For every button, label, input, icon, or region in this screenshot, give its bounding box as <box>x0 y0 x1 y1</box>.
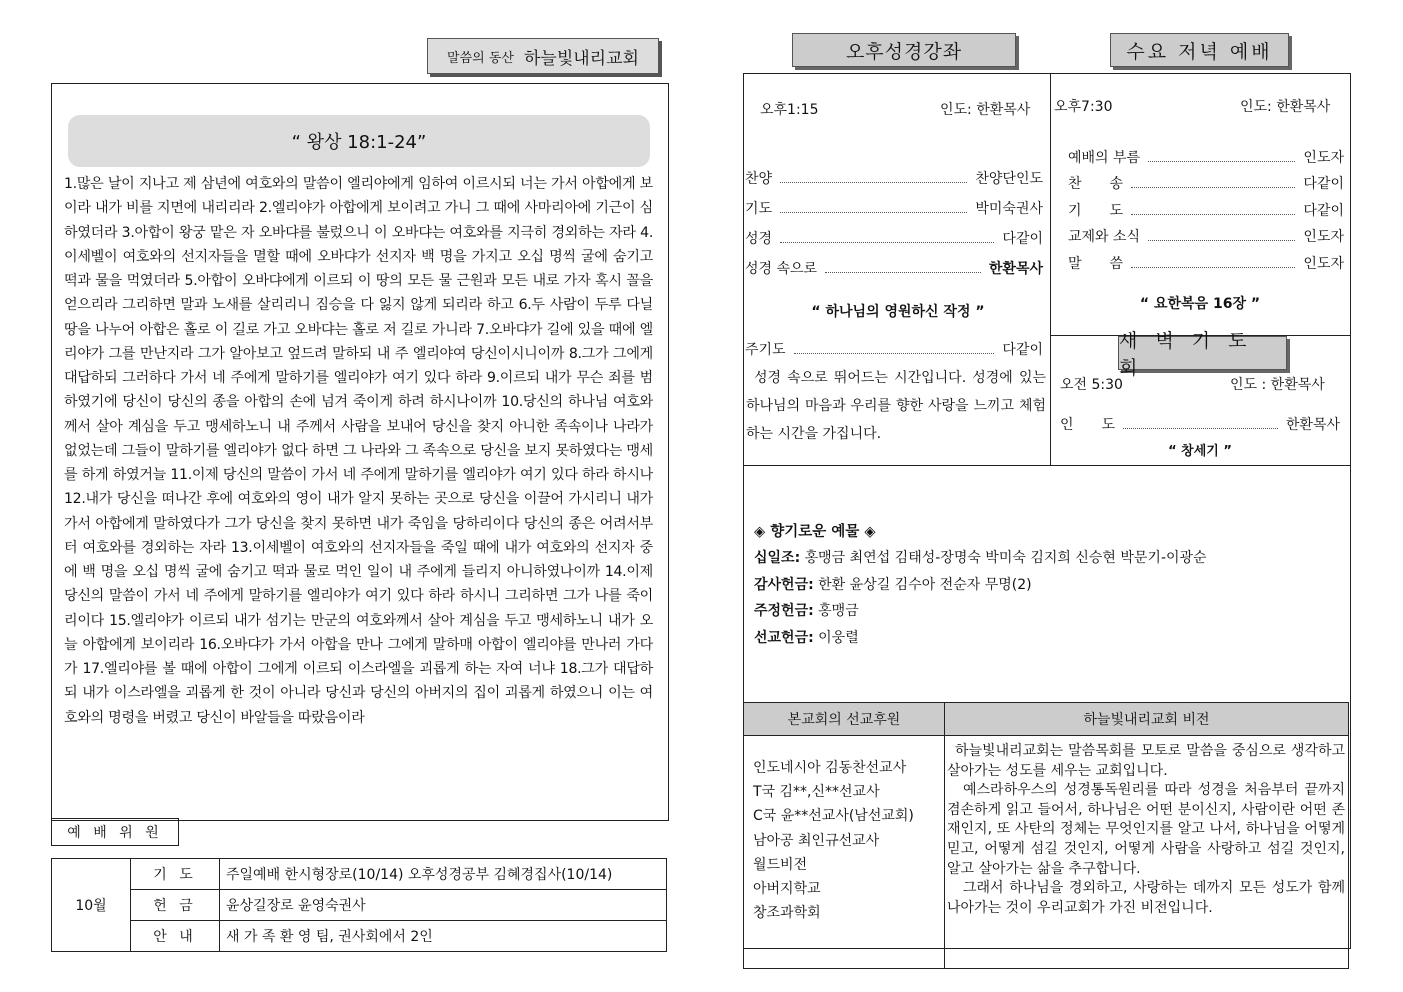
dawn-leader: 인도 : 한환목사 <box>1230 377 1325 393</box>
dawn-time: 오전 5:30 <box>1060 377 1123 393</box>
vision-paragraph: 하늘빛내리교회는 말씀목회를 모토로 말씀을 중심으로 생각하고 살아가는 성도를 세우는 교회입니다. <box>947 743 1345 779</box>
order-key: 성경 <box>745 231 773 247</box>
order-row <box>1060 412 1340 434</box>
worship-committee-title: 예 배 위 원 <box>51 818 179 846</box>
order-row <box>745 337 1043 359</box>
mission-item: 월드비전 <box>753 856 808 873</box>
column-divider <box>1050 73 1051 466</box>
order-key: 기도 <box>745 201 773 217</box>
banner-church-name: 하늘빛내리교회 <box>523 48 639 69</box>
order-key: 성경 속으로 <box>745 261 818 277</box>
offering-names: 한환 윤상길 김수아 전순자 무명(2) <box>813 576 1032 593</box>
order-row <box>745 218 1043 248</box>
duty-key: 안 내 <box>131 921 220 952</box>
section-divider <box>743 465 1350 466</box>
afternoon-subject: “ 하나님의 영원하신 작정 ” <box>811 304 985 320</box>
order-key: 교제와 소식 <box>1068 229 1141 245</box>
afternoon-leader: 인도: 한환목사 <box>940 102 1031 118</box>
dawn-subject: “ 창세기 ” <box>1168 444 1232 459</box>
vision-header: 하늘빛내리교회 비전 <box>945 703 1349 736</box>
duty-key: 헌 금 <box>131 890 220 921</box>
mission-vision-table <box>743 702 1349 969</box>
order-value: 찬양단인도 <box>975 171 1043 187</box>
order-key: 예배의 부름 <box>1068 149 1141 166</box>
missions-header: 본교회의 선교후원 <box>744 703 945 736</box>
order-value: 다같이 <box>1303 176 1344 192</box>
order-row <box>1068 220 1344 247</box>
order-value: 한환목사 <box>988 261 1043 277</box>
church-banner <box>427 38 659 74</box>
order-key: 찬양 <box>745 171 773 187</box>
afternoon-lecture-title: 오후성경강좌 <box>792 33 1016 67</box>
offering-row <box>754 598 1344 625</box>
banner-subtitle: 말씀의 동산 <box>447 50 514 66</box>
order-value: 다같이 <box>1303 202 1344 219</box>
offerings-title: ◈ 향기로운 예물 ◈ <box>754 524 876 540</box>
offering-type: 감사헌금: <box>754 576 814 593</box>
vision-paragraph: 그래서 하나님을 경외하고, 사랑하는 데까지 모든 성도가 함께 나아가는 것이 우리교회가 가진 비전입니다. <box>947 880 1345 916</box>
offering-type: 십일조: <box>754 550 801 566</box>
offering-names: 홍맹금 <box>813 603 859 619</box>
duty-value: 주일예배 한시형장로(10/14) 오후성경공부 김혜경집사(10/14) <box>220 859 667 890</box>
wednesday-service-title: 수요 저녁 예배 <box>1110 33 1289 67</box>
wednesday-leader: 인도: 한환목사 <box>1240 99 1331 115</box>
scripture-title: “ 왕상 18:1-24” <box>68 115 650 167</box>
order-value: 다같이 <box>1002 342 1043 358</box>
vision-paragraph: 예스라하우스의 성경통독원리를 따라 성경을 처음부터 끝까지 겸손하게 읽고 들어서, 하나님은 어떤 분이신지, 사람이란 어떤 존재인지, 또 사탄의 정체는 무엇인지를 알고 나서, 하나님을 어떻게 믿고, 어떻게 섬길 것인지, 어떻게 사람을 사랑하고 섬길 것인지, 알고 살아가는 삶을 추구합니다. <box>947 782 1345 877</box>
mission-item: 아버지학교 <box>753 881 821 898</box>
afternoon-note: 성경 속으로 뛰어드는 시간입니다. 성경에 있는 하나님의 마음과 우리를 향한 사랑을 느끼고 체험하는 시간을 가집니다. <box>746 370 1046 442</box>
mission-item: 인도네시아 김동찬선교사 <box>753 760 907 776</box>
order-key: 말 씀 <box>1068 255 1124 272</box>
mission-item: 창조과학회 <box>753 905 821 922</box>
order-row <box>745 248 1043 278</box>
order-row <box>1068 167 1344 194</box>
order-key: 기 도 <box>1068 202 1124 219</box>
order-row <box>745 188 1043 218</box>
duty-key: 기 도 <box>131 859 220 890</box>
offering-row <box>754 545 1344 572</box>
offering-row <box>754 572 1344 599</box>
duty-month: 10월 <box>52 859 131 952</box>
offerings-list <box>754 545 1344 651</box>
order-key: 주기도 <box>745 342 786 358</box>
mission-item: 남아공 최인규선교사 <box>753 832 880 849</box>
order-key: 찬 송 <box>1068 176 1124 192</box>
order-value: 한환목사 <box>1285 417 1340 433</box>
afternoon-order <box>745 158 1043 278</box>
duty-value: 윤상길장로 윤영숙권사 <box>220 890 667 921</box>
order-key: 인 도 <box>1060 417 1116 433</box>
worship-committee-table <box>51 858 667 952</box>
wednesday-time: 오후7:30 <box>1054 99 1113 115</box>
offering-type: 주정헌금: <box>754 603 814 619</box>
order-value: 인도자 <box>1303 149 1344 166</box>
afternoon-time: 오후1:15 <box>760 102 819 118</box>
order-value: 인도자 <box>1303 255 1344 272</box>
wednesday-order <box>1068 140 1344 273</box>
order-row <box>1068 140 1344 167</box>
order-value: 박미숙권사 <box>975 201 1043 217</box>
offering-names: 이웅렬 <box>813 629 859 646</box>
mission-item: T국 김**,신**선교사 <box>753 784 880 801</box>
duty-value: 새 가 족 환 영 팀, 권사회에서 2인 <box>220 921 667 952</box>
vision-cell <box>945 736 1349 969</box>
order-value: 인도자 <box>1303 229 1344 245</box>
order-row <box>1068 246 1344 273</box>
missions-cell <box>744 736 945 969</box>
order-value: 다같이 <box>1002 231 1043 247</box>
scripture-text: 1.많은 날이 지나고 제 삼년에 여호와의 말씀이 엘리야에게 임하여 이르시되 너는 가서 아합에게 보이라 내가 비를 지면에 내리리라 2.엘리야가 아합에게 보이려고 가니 그 때에 사마리아에 기근이 심하였더라 3.아합이 왕궁 맡은 자 오바댜를 불렀으니 이 오바댜는 여호와를 지극히 경외하는 자라 4.이세벨이 여호와의 선지자들을 멸할 때에 오바댜가 선지자 백 명을 가지고 오십 명씩 굴에 숨기고 떡과 물을 먹였더라 5.아합이 오바댜에게 이르되 이 땅의 모든 물 근원과 모든 내로 가자 혹시 꼴을 얻으리라 그리하면 말과 노새를 살리리니 짐승을 다 잃지 않게 되리라 하고 6.두 사람이 두루 다닐 땅을 나누어 아합은 홀로 이 길로 가고 오바댜는 홀로 저 길로 가니라 7.오바댜가 길에 있을 때에 엘리야가 그를 만난지라 그가 알아보고 엎드려 말하되 내 주 엘리야여 당신이시니이까 8.그가 그에게 대답하되 그러하다 가서 네 주에게 말하기를 엘리야가 여기 있다 하라 9.이르되 내가 무슨 죄를 범하였기에 당신이 당신의 종을 아합의 손에 넘겨 죽이게 하려 하시나이까 10.당신의 하나님 여호와께서 살아 계심을 두고 맹세하노니 내 주께서 사람을 보내어 당신을 찾지 아니한 족속이나 나라가 없었는데 그들이 말하기를 엘리야가 없다 하면 그 나라와 그 족속으로 당신을 보지 못하였다는 맹세를 하게 하였거늘 11.이제 당신의 말씀이 가서 네 주에게 말하기를 엘리야가 여기 있다 하라 하시나 12.내가 당신을 떠나간 후에 여호와의 영이 내가 알지 못하는 곳으로 당신을 이끌어 가시리니 내가 가서 아합에게 말하였다가 그가 당신을 찾지 못하면 내가 죽임을 당하리이다 당신의 종은 어려서부터 여호와를 경외하는 자라 13.이세벨이 여호와의 선지자들을 죽일 때에 내가 여호와의 선지자 중에 백 명을 오십 명씩 굴에 숨기고 떡과 물로 먹인 일이 내 주에게 들리지 아니하였나이까 14.이제 당신의 말씀이 가서 네 주에게 말하기를 엘리야가 여기 있다 하라 하시니 그리하면 그가 나를 죽이리이다 15.엘리야가 이르되 내가 섬기는 만군의 여호와께서 살아 계심을 두고 맹세하노니 내가 오늘 아합에게 보이리라 16.오바댜가 가서 아합을 만나 그에게 말하매 아합이 엘리야를 만나러 가다가 17.엘리야를 볼 때에 아합이 그에게 이르되 이스라엘을 괴롭게 하는 자여 너냐 18.그가 대답하되 내가 이스라엘을 괴롭게 한 것이 아니라 당신과 당신의 아버지의 집이 괴롭게 하였으니 이는 여호와의 명령을 버렸고 당신이 바알들을 따랐음이라 <box>64 176 653 726</box>
offering-names: 홍맹금 최연섭 김태성-장명숙 박미숙 김지희 신승현 박문기-이광순 <box>800 550 1207 566</box>
mission-item: C국 윤**선교사(남선교회) <box>753 808 914 825</box>
wednesday-subject: “ 요한복음 16장 ” <box>1139 296 1261 312</box>
dawn-prayer-title: 새 벽 기 도 회 <box>1118 336 1287 370</box>
offering-type: 선교헌금: <box>754 629 814 646</box>
offering-row <box>754 625 1344 652</box>
order-row <box>745 158 1043 188</box>
order-row <box>1068 193 1344 220</box>
